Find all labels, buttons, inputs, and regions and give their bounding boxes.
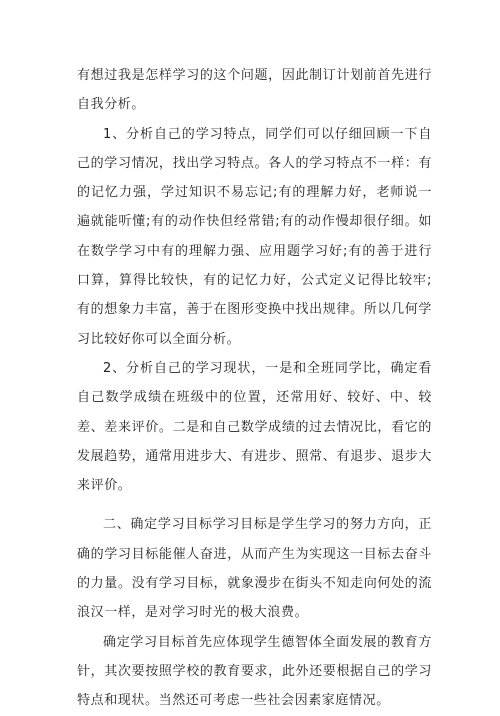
paragraph-goal-principles: 确定学习目标首先应体现学生德智体全面发展的教育方针，其次要按照学校的教育要求，此外还要根据自己的学习特点和现状。当然还可考虑一些社会因素家庭情况。 xyxy=(77,634,432,709)
paragraph-spacer xyxy=(77,500,432,510)
paragraph-learning-goals: 二、确定学习目标学习目标是学生学习的努力方向，正确的学习目标能催人奋进，从而产生为实现这一目标去奋斗的力量。没有学习目标，就象漫步在街头不知走向何处的流浪汉一样，是对学习时光的极大浪费。 xyxy=(77,517,432,621)
paragraph-learning-traits: 1、分析自己的学习特点，同学们可以仔细回顾一下自己的学习情况，找出学习特点。各人的学习特点不一样：有的记忆力强，学过知识不易忘记;有的理解力好，老师说一遍就能听懂;有的动作快但经常错;有的动作慢却很仔细。如在数学学习中有的理解力强、应用题学习好;有的善于进行口算，算得比较快，有的记忆力好，公式定义记得比较牢;有的想象力丰富，善于在图形变换中找出规律。所以几何学习比较好你可以全面分析。 xyxy=(77,126,432,347)
document-body xyxy=(77,61,432,716)
paragraph-intro-continuation: 有想过我是怎样学习的这个问题，因此制订计划前首先进行自我分析。 xyxy=(77,68,432,113)
paragraph-learning-status: 2、分析自己的学习现状，一是和全班同学比，确定看自己数学成绩在班级中的位置，还常用好、较好、中、较差、差来评价。二是和自己数学成绩的过去情况比，看它的发展趋势，通常用进步大、有进步、照常、有退步、退步大来评价。 xyxy=(77,360,432,494)
